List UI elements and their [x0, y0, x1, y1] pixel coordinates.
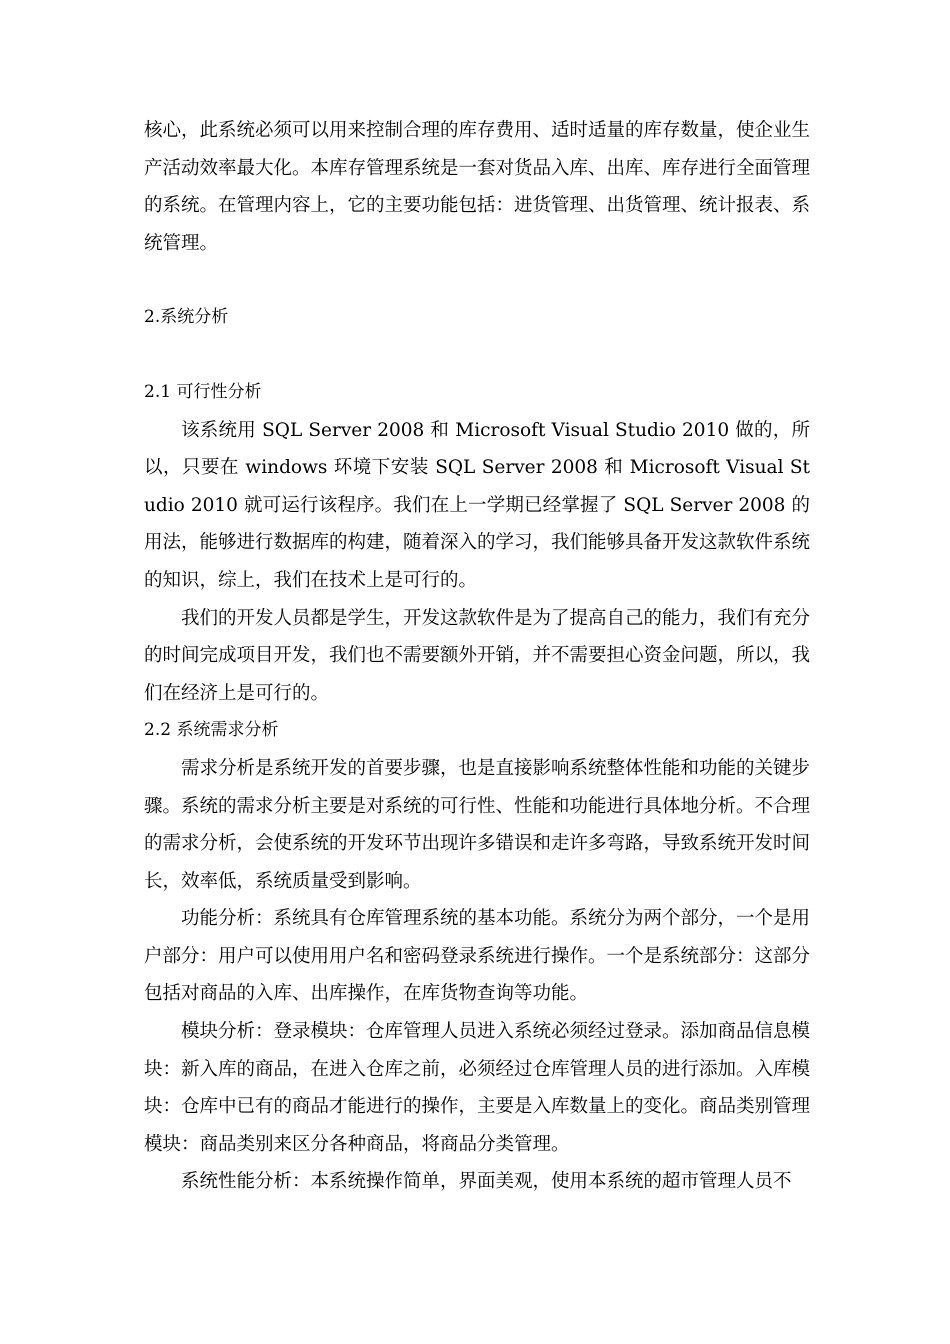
section-heading-2-1: 2.1 可行性分析	[144, 381, 262, 402]
section-heading-2-2: 2.2 系统需求分析	[144, 720, 279, 741]
function-analysis-paragraph: 功能分析：系统具有仓库管理系统的基本功能。系统分为两个部分，一个是用户部分：用户可以使用用户名和密码登录系统进行操作。一个是系统部分：这部分包括对商品的入库、出库操作，在库货物查询等功能。	[144, 908, 811, 1005]
feasibility-tech-paragraph: 该系统用 SQL Server 2008 和 Microsoft Visual Studio 2010 做的，所以，只要在 windows 环境下安装 SQL Server 2008 和 Microsoft Visual Studio 2010 就可运行该程序。我们在上一学期已经掌握了 SQL Server 2008 的用法，能够进行数据库的构建，随着深入的学习，我们能够具备开发这款软件系统的知识，综上，我们在技术上是可行的。	[144, 419, 811, 591]
section-heading-2: 2.系统分析	[144, 307, 229, 328]
requirements-paragraph: 需求分析是系统开发的首要步骤，也是直接影响系统整体性能和功能的关键步骤。系统的需求分析主要是对系统的可行性、性能和功能进行具体地分析。不合理的需求分析，会使系统的开发环节出现许多错误和走许多弯路，导致系统开发时间长，效率低，系统质量受到影响。	[144, 757, 811, 892]
performance-analysis-paragraph: 系统性能分析：本系统操作简单，界面美观，使用本系统的超市管理人员不	[181, 1171, 792, 1193]
intro-paragraph: 核心，此系统必须可以用来控制合理的库存费用、适时适量的库存数量，使企业生产活动效率最大化。本库存管理系统是一套对货品入库、出库、库存进行全面管理的系统。在管理内容上，它的主要功能包括：进货管理、出货管理、统计报表、系统管理。	[144, 120, 811, 254]
document-body	[144, 112, 810, 1201]
feasibility-econ-paragraph: 我们的开发人员都是学生，开发这款软件是为了提高自己的能力，我们有充分的时间完成项目开发，我们也不需要额外开销，并不需要担心资金问题，所以，我们在经济上是可行的。	[144, 607, 811, 704]
spacer	[144, 337, 810, 374]
spacer	[144, 262, 810, 299]
module-analysis-paragraph: 模块分析：登录模块：仓库管理人员进入系统必须经过登录。添加商品信息模块：新入库的商品，在进入仓库之前，必须经过仓库管理人员的进行添加。入库模块：仓库中已有的商品才能进行的操作，主要是入库数量上的变化。商品类别管理模块：商品类别来区分各种商品，将商品分类管理。	[144, 1021, 811, 1155]
